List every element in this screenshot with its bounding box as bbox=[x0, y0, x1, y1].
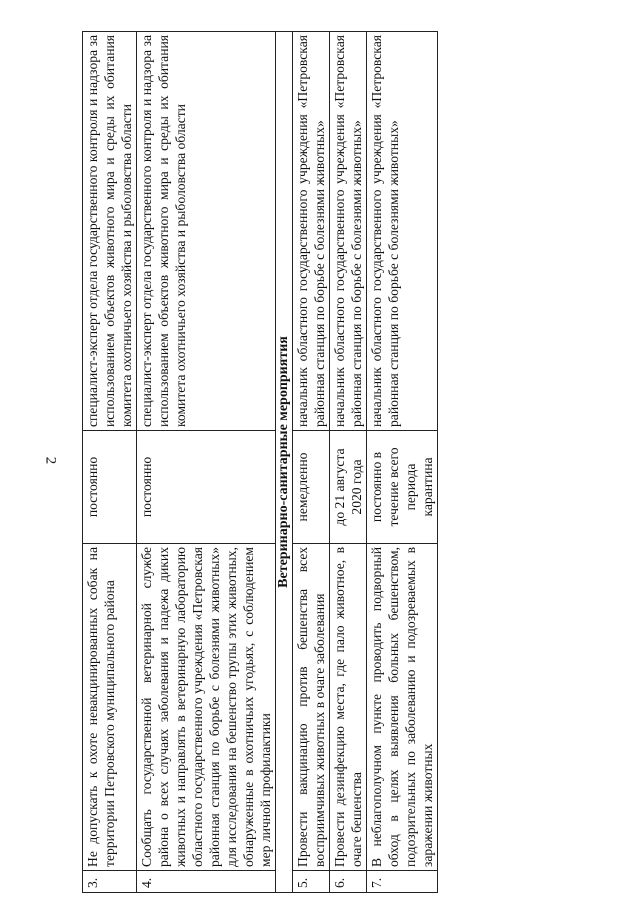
row-number: 4. bbox=[137, 871, 276, 893]
row-number: 7. bbox=[367, 871, 438, 893]
responsible-text: начальник областного государственного учреждения «Петровская районная станция по борьбе с болезнями животных» bbox=[293, 32, 330, 431]
measure-text: Провести вакцинацию против бешенства всех восприимчивых животных в очаге заболевания bbox=[293, 544, 330, 871]
measures-table bbox=[82, 31, 438, 893]
table-row bbox=[137, 32, 276, 893]
term-text: постоянно в течение всего периода карантина bbox=[367, 431, 438, 544]
term-text: до 21 августа 2020 года bbox=[330, 431, 367, 544]
measure-text: Сообщать государственной ветеринарной службе района о всех случаях заболевания и падежа диких животных и направлять в ветеринарную лабораторию областного государственного учреждения «Петровская районная станция по борьбе с болезнями животных» для исследования на бешенство трупы этих животных, обнаруженные в охотничьих угодьях, с соблюдением мер личной профилактики bbox=[137, 544, 276, 871]
section-row bbox=[276, 32, 293, 893]
page-number: 2 bbox=[42, 456, 59, 465]
section-title: Ветеринарно-санитарные мероприятия bbox=[276, 32, 293, 893]
term-text: постоянно bbox=[137, 431, 276, 544]
measure-text: Провести дезинфекцию места, где пало животное, в очаге бешенства bbox=[330, 544, 367, 871]
responsible-text: специалист-эксперт отдела государственного контроля и надзора за использованием объектов животного мира и среды их обитания комитета охотничьего хозяйства и рыболовства области bbox=[83, 32, 137, 431]
responsible-text: начальник областного государственного учреждения «Петровская районная станция по борьбе с болезнями животных» bbox=[367, 32, 438, 431]
row-number: 3. bbox=[83, 871, 137, 893]
row-number: 5. bbox=[293, 871, 330, 893]
table-row bbox=[293, 32, 330, 893]
responsible-text: специалист-эксперт отдела государственного контроля и надзора за использованием объектов животного мира и среды их обитания комитета охотничьего хозяйства и рыболовства области bbox=[137, 32, 276, 431]
table-body-top bbox=[83, 32, 276, 893]
row-number: 6. bbox=[330, 871, 367, 893]
term-text: постоянно bbox=[83, 431, 137, 544]
measure-text: В неблагополучном пункте проводить подворный обход в целях выявления больных бешенством, подозрительных по заболеванию и подозреваемых в заражении животных bbox=[367, 544, 438, 871]
table-row bbox=[83, 32, 137, 893]
rotated-page bbox=[82, 32, 497, 893]
table-body-bottom bbox=[293, 32, 438, 893]
table-row bbox=[367, 32, 438, 893]
measure-text: Не допускать к охоте невакцинированных собак на территории Петровского муниципального района bbox=[83, 544, 137, 871]
term-text: немедленно bbox=[293, 431, 330, 544]
table-row bbox=[330, 32, 367, 893]
responsible-text: начальник областного государственного учреждения «Петровская районная станция по борьбе с болезнями животных» bbox=[330, 32, 367, 431]
